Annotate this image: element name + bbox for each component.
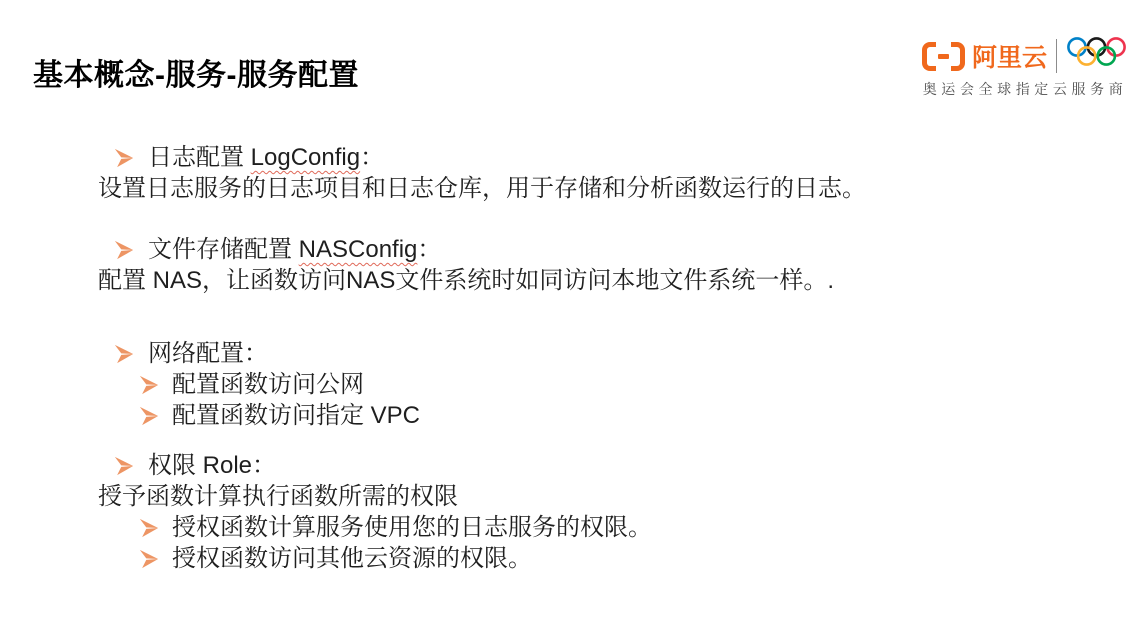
brand-divider: [1056, 39, 1057, 73]
heading-prefix: 日志配置: [148, 144, 251, 171]
section-logconfig: [98, 142, 1078, 204]
bullet-line: [98, 234, 1078, 265]
section-network: [98, 338, 1078, 431]
section-nasconfig: [98, 234, 1078, 296]
bracket-dash-shape: [938, 54, 949, 59]
alibaba-cloud-bracket-logo-icon: [922, 42, 965, 71]
arrowhead-bullet-icon: [113, 239, 135, 261]
brand-name: 阿里云: [972, 44, 1048, 72]
arrowhead-bullet-icon: [113, 147, 135, 169]
sub-bullet-line: [98, 369, 1078, 400]
arrowhead-bullet-icon: [138, 405, 160, 427]
bullet-line: [98, 450, 1078, 481]
sub-bullet-line: [98, 400, 1078, 431]
heading-text: [148, 234, 441, 265]
heading-text: [148, 142, 384, 173]
bracket-left-shape: [922, 42, 936, 71]
header-logo: [924, 36, 1126, 99]
logo-tagline: 奥运会全球指定云服务商: [922, 81, 1128, 97]
arrowhead-bullet-icon: [138, 517, 160, 539]
sub-item-text: 配置函数访问指定 VPC: [172, 402, 421, 429]
body-text: 设置日志服务的日志项目和日志仓库，用于存储和分析函数运行的日志。: [98, 175, 866, 202]
arrowhead-bullet-icon: [113, 455, 135, 477]
arrowhead-bullet-icon: [138, 374, 160, 396]
heading-prefix: 文件存储配置: [148, 236, 299, 263]
sub-item-text: 配置函数访问公网: [172, 371, 364, 398]
body-text: 授予函数计算执行函数所需的权限: [98, 483, 458, 510]
bullet-line: [98, 338, 1078, 369]
heading-keyword: NASConfig: [298, 236, 418, 263]
heading-suffix: ：: [360, 144, 385, 171]
heading-text: 权限 Role：: [148, 452, 277, 479]
sub-bullet-line: [98, 543, 1078, 574]
slide-content: [98, 142, 1078, 574]
brand-row: [922, 36, 1128, 76]
heading-suffix: ：: [417, 236, 442, 263]
heading-keyword: LogConfig: [250, 144, 361, 171]
arrowhead-bullet-icon: [138, 548, 160, 570]
sub-item-text: 授权函数访问其他云资源的权限。: [172, 545, 532, 572]
bullet-line: [98, 142, 1078, 173]
page-title: 基本概念-服务-服务配置: [33, 59, 359, 92]
bracket-right-shape: [951, 42, 965, 71]
olympic-rings-icon: [1066, 34, 1128, 79]
sub-bullet-line: [98, 512, 1078, 543]
sub-item-text: 授权函数计算服务使用您的日志服务的权限。: [172, 514, 652, 541]
arrowhead-bullet-icon: [113, 343, 135, 365]
body-text: 配置 NAS，让函数访问NAS文件系统时如同访问本地文件系统一样。.: [98, 267, 835, 294]
section-role: [98, 450, 1078, 574]
heading-text: 网络配置：: [148, 340, 268, 367]
